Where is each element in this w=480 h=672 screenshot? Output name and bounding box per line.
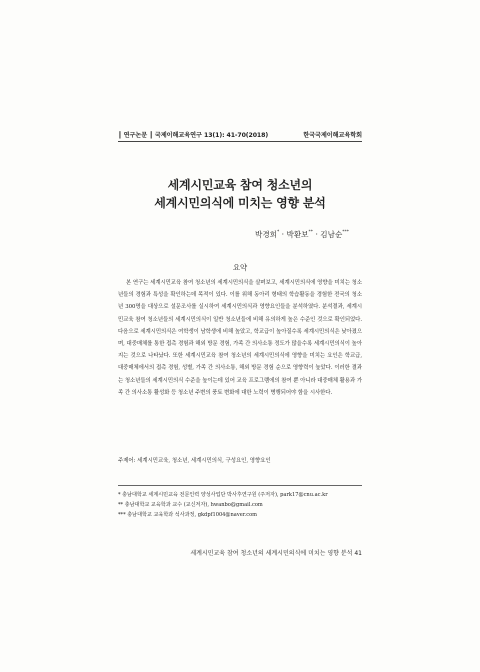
title-line-2: 세계시민의식에 미치는 영향 분석 [154,196,326,210]
author-name: 박경희 [255,230,278,239]
journal-citation: ┃ 연구논문 ┃ 국제이해교육연구 13(1): 41-70(2018) [118,132,269,139]
running-footer: 세계시민교육 참여 청소년의 세계시민의식에 미치는 영향 분석 41 [190,550,362,557]
author-mark: ** [308,230,314,235]
abstract-body: 본 연구는 세계시민교육 참여 청소년의 세계시민의식을 살펴보고, 세계시민의식에 영향을 미치는 청소년들의 경험과 특성을 확인하는데 목적이 있다. 이를 위해 동아리 형태의 학습활동을 경험한 전국의 청소년 300명을 대상으로 설문조사를 실시하여 세계시민의식과 영향요인들을 분석하였다. 분석결과, 세계시민교육 참여 청소년들의 세계시민의식이 일반 청소년들에 비해 유의하게 높은 수준인 것으로 확인되었다. 다음으로 세계시민의식은 여학생이 남학생에 비해 높았고, 학교급이 높아질수록 세계시민의식은 낮아졌으며, 대중매체를 통한 접촉 경험과 해외 방문 경험, 가족 간 의사소통 정도가 많을수록 세계시민의식이 높아지는 것으로 나타났다. 또한 세계시민교육 참여 청소년의 세계시민의식에 영향을 미치는 요인은 학교급, 대중매체에서의 접촉 경험, 성별, 가족 간 의사소통, 해외 방문 경험 순으로 영향력이 높았다. 이러한 결과는 청소년들의 세계시민의식 수준을 높이는데 있어 교육 프로그램에의 참여 뿐 아니라 대중매체 활용과 가족 간 의사소통 활성화 등 청소년 주변의 풍토 변화에 대한 노력이 병행되어야 함을 시사한다. [118,280,362,396]
abstract-heading: 요약 [232,263,248,272]
footnote: *** 충남대학교 교육학과 석사과정, gkdpf1004@naver.com [118,512,257,519]
paper-title [0,176,480,212]
author-mark: * [277,230,280,235]
author-name: 박환보 [286,230,309,239]
running-header [118,130,362,139]
footnote: ** 충남대학교 교육학과 교수 (교신저자), hwanbo@gmail.com [118,502,263,509]
author-mark: *** [342,230,350,235]
keywords: 주제어: 세계시민교육, 청소년, 세계시민의식, 구성요인, 영향요인 [118,458,271,464]
author-name: 김남순 [320,230,343,239]
society-name: 한국국제이해교육학회 [303,132,362,139]
footnote: * 충남대학교 세계시민교육 전문인력 양성사업단 박사후연구원 (주저자), park17@cnu.ac.kr [118,492,328,498]
header-rule [118,141,362,142]
author-list [255,229,375,240]
title-line-1: 세계시민교육 참여 청소년의 [167,178,313,192]
author-separator: · [279,230,287,239]
author-separator: · [313,230,321,239]
footnotes [118,485,362,521]
